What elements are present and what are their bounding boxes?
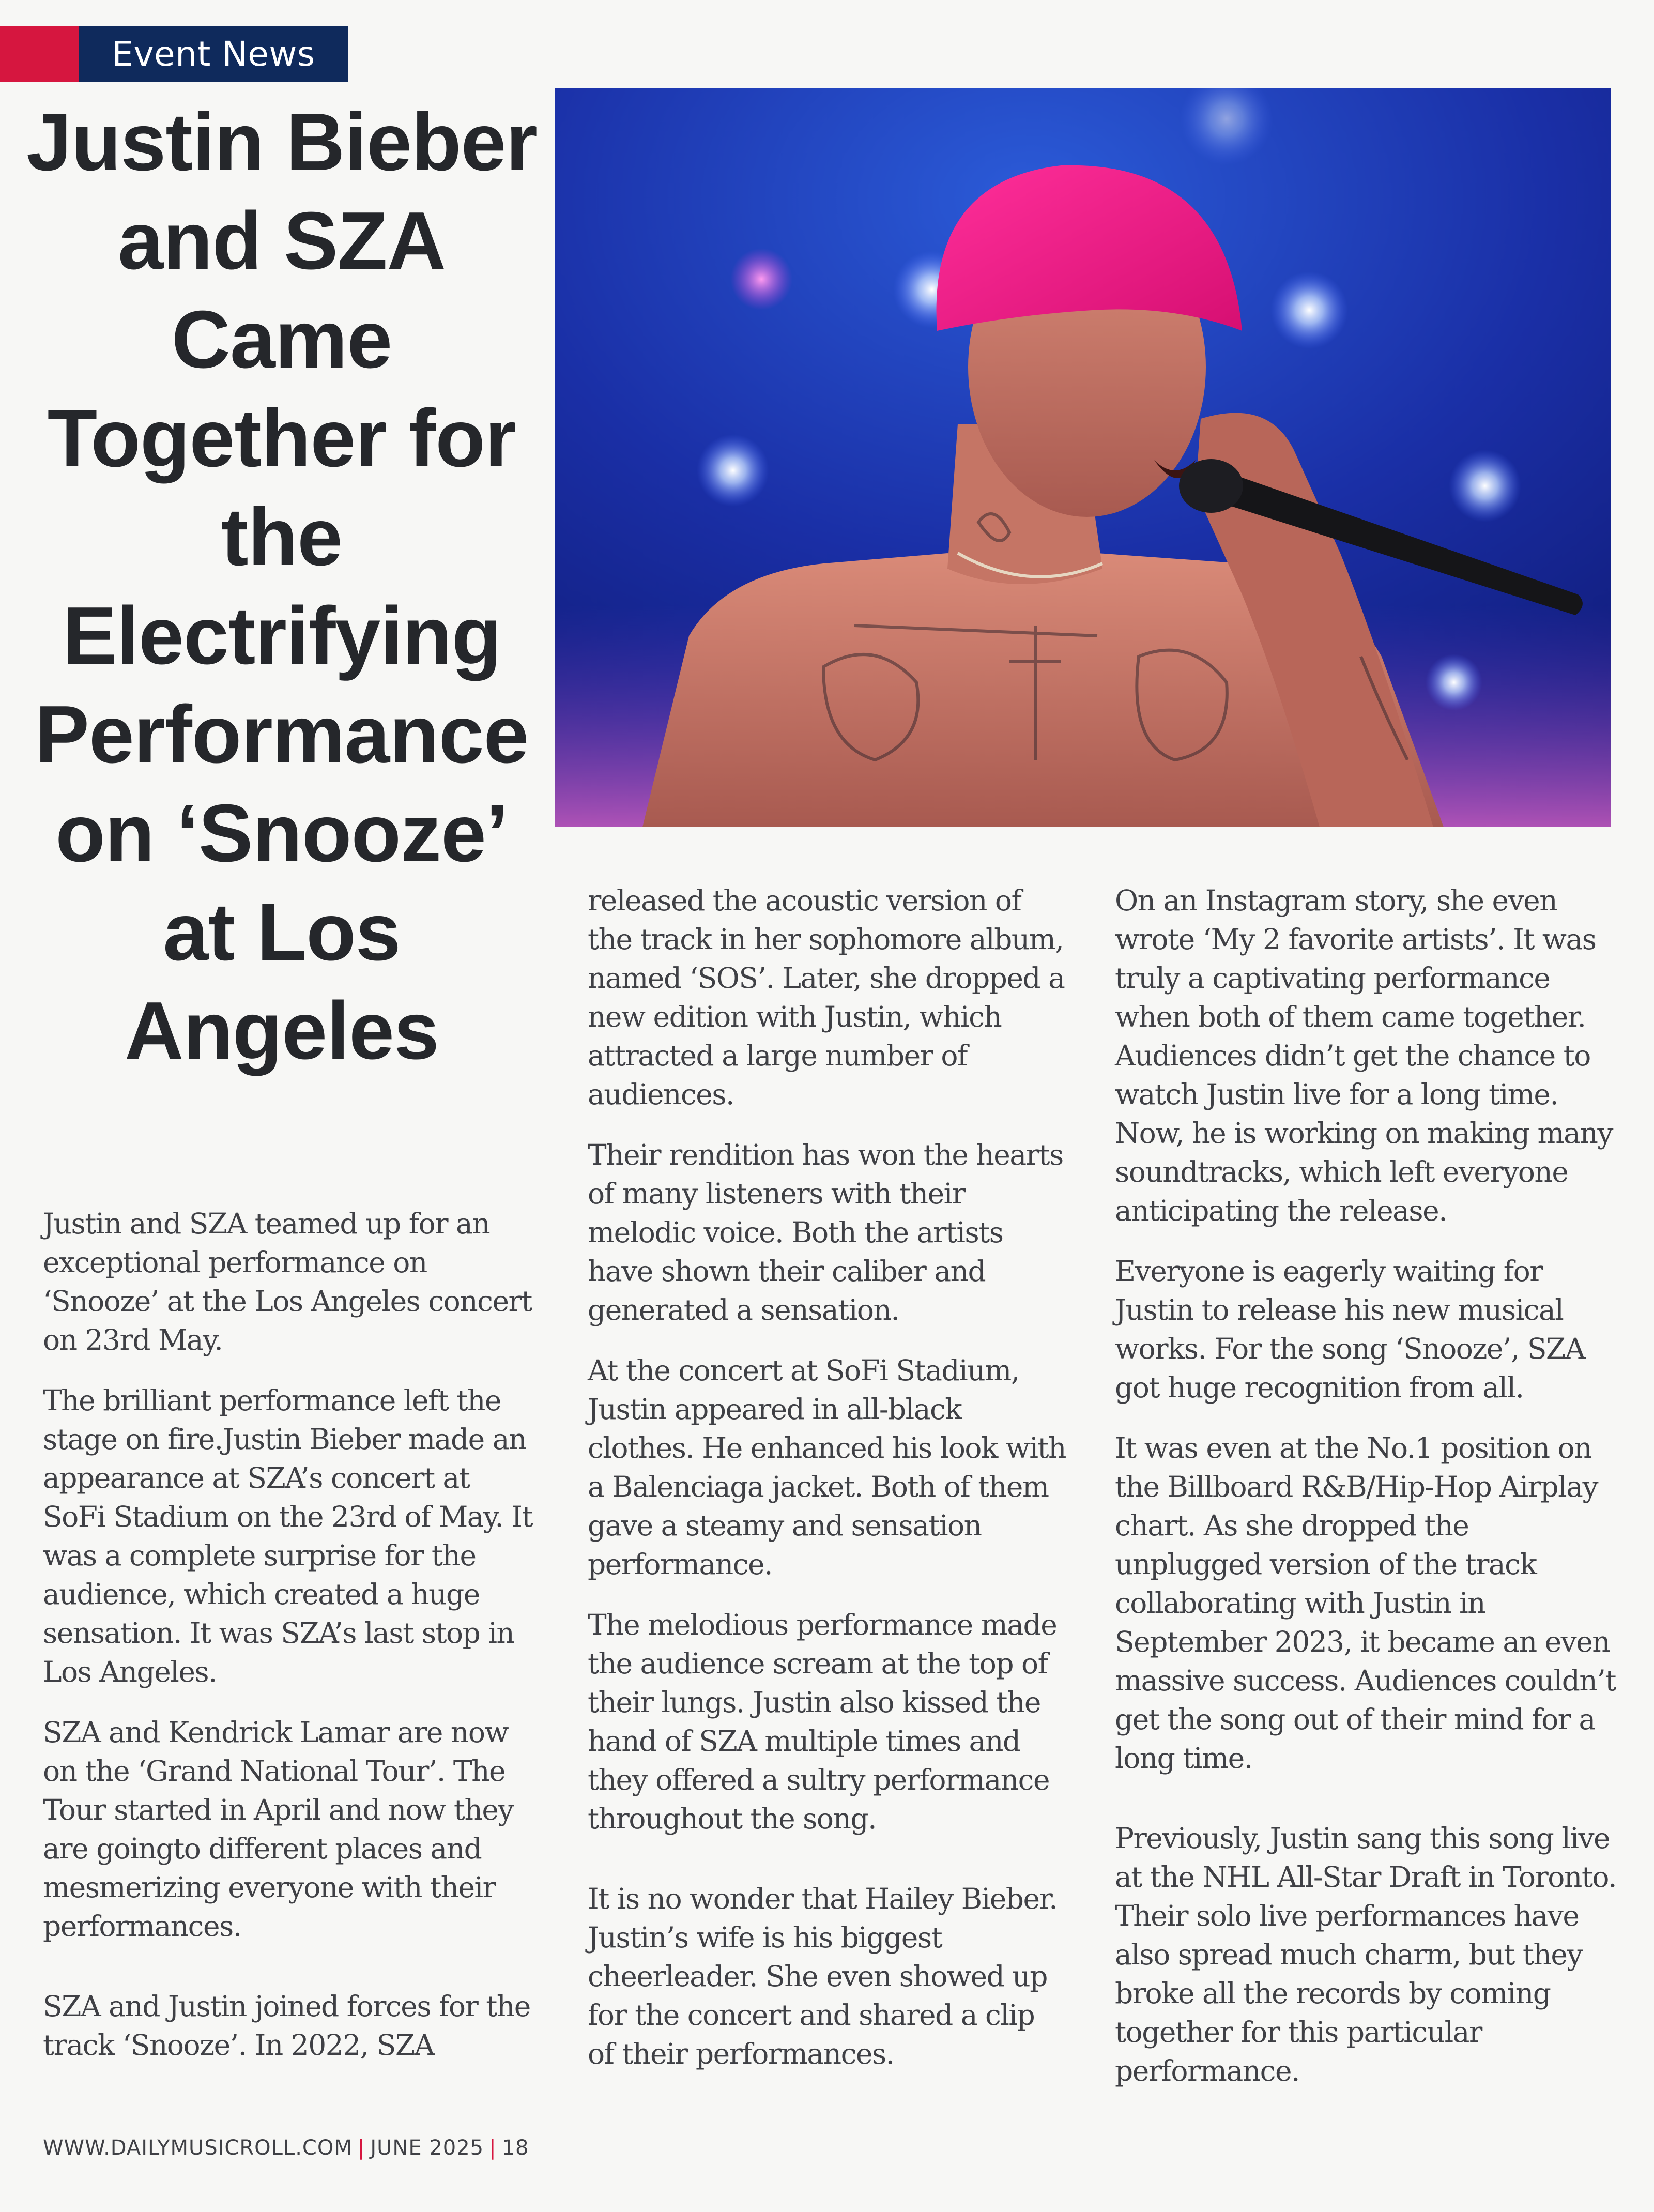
paragraph: It was even at the No.1 position on the Billboard R&B/Hip-Hop Airplay chart. As she dropped the unplugged version of the track collaborating with Justin in September 2023, it became an even massive success. Audiences couldn’t get the song out of their mind for a long time.	[1115, 1431, 1616, 1775]
article-headline: Justin Bieber and SZA Came Together for the Electrifying Performance on ‘Snooze’ at Los Angeles	[26, 97, 537, 1076]
footer-date: JUNE 2025	[370, 2136, 484, 2160]
section-tag: Event News	[79, 26, 348, 82]
paragraph: SZA and Justin joined forces for the track ‘Snooze’. In 2022, SZA	[43, 1990, 530, 2062]
paragraph: SZA and Kendrick Lamar are now on the ‘Grand National Tour’. The Tour started in April and now they are goingto different places and mesmerizing everyone with their performances.	[43, 1716, 513, 1943]
section-tag-accent	[0, 26, 79, 82]
paragraph: The melodious performance made the audience scream at the top of their lungs. Justin also kissed the hand of SZA multiple times and they offered a sultry performance throughout the song.	[588, 1608, 1057, 1835]
article-column-1	[43, 1204, 539, 2086]
page-footer	[43, 2136, 529, 2160]
footer-separator: |	[489, 2136, 497, 2160]
paragraph: On an Instagram story, she even wrote ‘My 2 favorite artists’. It was truly a captivating performance when both of them came together. Audiences didn’t get the chance to watch Justin live for a long time. Now, he is working on making many soundtracks, which left everyone anticipating the release.	[1115, 884, 1613, 1227]
paragraph: Everyone is eagerly waiting for Justin to release his new musical works. For the song ‘Snooze’, SZA got huge recognition from all.	[1115, 1255, 1585, 1404]
article-column-2	[588, 881, 1068, 2095]
paragraph: The brilliant performance left the stage on fire.Justin Bieber made an appearance at SZA’s concert at SoFi Stadium on the 23rd of May. It was a complete surprise for the audience, which created a huge sensation. It was SZA’s last stop in Los Angeles.	[43, 1384, 533, 1688]
paragraph: It is no wonder that Hailey Bieber. Justin’s wife is his biggest cheerleader. She even showed up for the concert and shared a clip of their performances.	[588, 1882, 1058, 2070]
page-number: 18	[501, 2136, 529, 2160]
paragraph: At the concert at SoFi Stadium, Justin appeared in all-black clothes. He enhanced his look with a Balenciaga jacket. Both of them gave a steamy and sensation performance.	[588, 1354, 1066, 1581]
article-column-3	[1115, 881, 1621, 2112]
paragraph: Justin and SZA teamed up for an exceptional performance on ‘Snooze’ at the Los Angeles concert on 23rd May.	[43, 1207, 532, 1356]
paragraph: Previously, Justin sang this song live at the NHL All-Star Draft in Toronto. Their solo live performances have also spread much charm, but they broke all the records by coming together for this particular performance.	[1115, 1822, 1617, 2087]
footer-separator: |	[357, 2136, 365, 2160]
hero-photo	[555, 88, 1611, 827]
paragraph: released the acoustic version of the track in her sophomore album, named ‘SOS’. Later, she dropped a new edition with Justin, which attracted a large number of audiences.	[588, 884, 1065, 1111]
paragraph: Their rendition has won the hearts of many listeners with their melodic voice. Both the artists have shown their caliber and generated a sensation.	[588, 1138, 1063, 1326]
footer-website: WWW.DAILYMUSICROLL.COM	[43, 2136, 353, 2160]
